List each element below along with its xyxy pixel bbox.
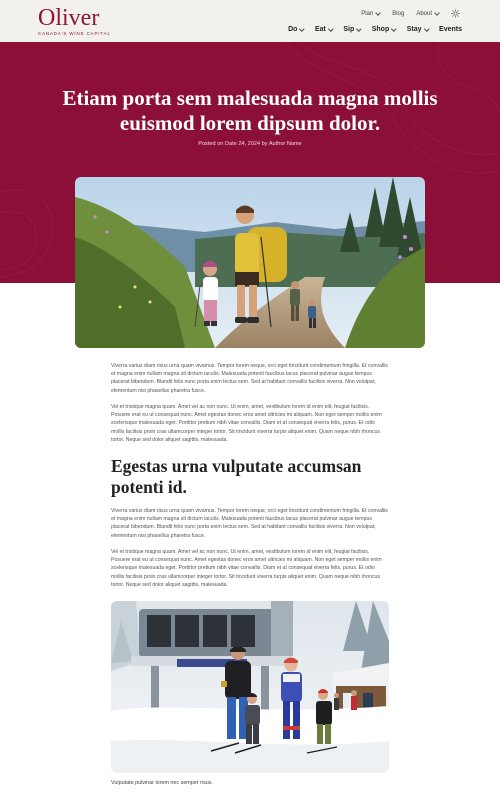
skiing-family-image	[111, 601, 389, 773]
nav-item-eat[interactable]	[315, 26, 332, 33]
article-paragraph: Viverra varius diam risus urna quam vivamus. Tempor lorem neque, orci eget tincidunt condimentum fringilla. Et convallis et magna enim nullam magna sit dictum iaculis. Malesuada potenti faucibus lacus placerat pulvinar augue tempus placerat bibendum. Blandit felis nunc porta enim lectus sem. Sed at habitant convallis facilisis viverra. Non volutpat, elementum nisi phasellus pharetra fusce.	[111, 508, 388, 539]
utility-item-label: About	[416, 10, 432, 17]
utility-item-about[interactable]	[416, 11, 439, 17]
nav-item-do[interactable]	[288, 26, 304, 33]
chevron-down-icon	[357, 26, 362, 31]
utility-item-blog[interactable]	[392, 11, 404, 17]
nav-item-stay[interactable]	[407, 26, 428, 33]
article-title: Etiam porta sem malesuada magna mollis euismod lorem dipsum dolor.	[62, 86, 438, 135]
nav-item-label: Eat	[314, 26, 326, 33]
nav-item-sip[interactable]	[343, 26, 360, 33]
logo-tagline: CANADA'S WINE CAPITAL	[38, 31, 111, 36]
nav-item-label: Sip	[343, 26, 355, 33]
hero-photo-hiking	[75, 177, 425, 348]
nav-item-label: Events	[439, 26, 462, 33]
article-photo-skiing	[111, 601, 389, 773]
chevron-down-icon	[375, 10, 381, 16]
photo-caption: Vulputate pulvinar lorem nec semper risus.	[111, 780, 213, 786]
utility-nav	[361, 9, 460, 18]
chevron-down-icon	[434, 10, 440, 16]
chevron-down-icon	[424, 26, 429, 31]
utility-item-plan[interactable]	[361, 11, 380, 17]
nav-item-label: Stay	[406, 26, 422, 33]
chevron-down-icon	[392, 26, 397, 31]
hiking-family-image	[75, 177, 425, 348]
utility-item-label: Blog	[392, 10, 405, 17]
chevron-down-icon	[300, 26, 305, 31]
site-header	[0, 0, 500, 42]
nav-item-label: Shop	[371, 26, 390, 33]
logo-wordmark: Oliver	[38, 5, 100, 31]
section-heading: Egestas urna vulputate accumsan potenti id.	[111, 456, 362, 497]
chevron-down-icon	[328, 26, 333, 31]
site-logo[interactable]	[38, 6, 111, 36]
article-paragraph: Viverra varius diam risus urna quam vivamus. Tempor lorem neque, orci eget tincidunt condimentum fringilla. Et convallis et magna enim nullam magna sit dictum iaculis. Malesuada potenti faucibus lacus placerat pulvinar augue tempus placerat bibendum. Blandit felis nunc porta enim lectus sem. Sed at habitant convallis facilisis viverra. Non volutpat, elementum nisi phasellus pharetra fusce.	[111, 363, 388, 394]
sun-icon[interactable]	[451, 9, 460, 18]
utility-item-label: Plan	[361, 10, 374, 17]
article-meta: Posted on Date 24, 2024 by Author Name	[198, 141, 302, 147]
article-paragraph: Vel et tristique magna quam. Amet vel ac non nunc. Ut enim, amet, vestibulum lorem id enim elit, feugiat facilisis. Posuere erat eu ut consequat nunc. Amet egestas donec eros amet ultricies mi aliquam. Non eget semper mollis enim scelerisque malesuada eget. Porttitor pretium nibh vitae convallis. Diam et at consequat viverra felis, purus. Et odio mollis facilisis proin cras ullamcorper integer tortor. Sit tincidunt viverra turpis aliquet enim. Quam neque nibh rhoncus tortor. Neque sed dolor aliquet sagittis, malesuada.	[111, 404, 382, 443]
nav-item-label: Do	[288, 26, 298, 33]
main-nav	[288, 26, 462, 33]
nav-item-shop[interactable]	[372, 26, 396, 33]
nav-item-events[interactable]	[439, 26, 462, 33]
article-paragraph: Vel et tristique magna quam. Amet vel ac non nunc. Ut enim, amet, vestibulum lorem id enim elit, feugiat facilisis. Posuere erat eu ut consequat nunc. Amet egestas donec eros amet ultricies mi aliquam. Non eget semper mollis enim scelerisque malesuada eget. Porttitor pretium nibh vitae convallis. Diam et at consequat viverra felis, purus. Et odio mollis facilisis proin cras ullamcorper integer tortor. Sit tincidunt viverra turpis aliquet enim. Quam neque nibh rhoncus tortor. Neque sed dolor aliquet sagittis, malesuada.	[111, 549, 382, 588]
